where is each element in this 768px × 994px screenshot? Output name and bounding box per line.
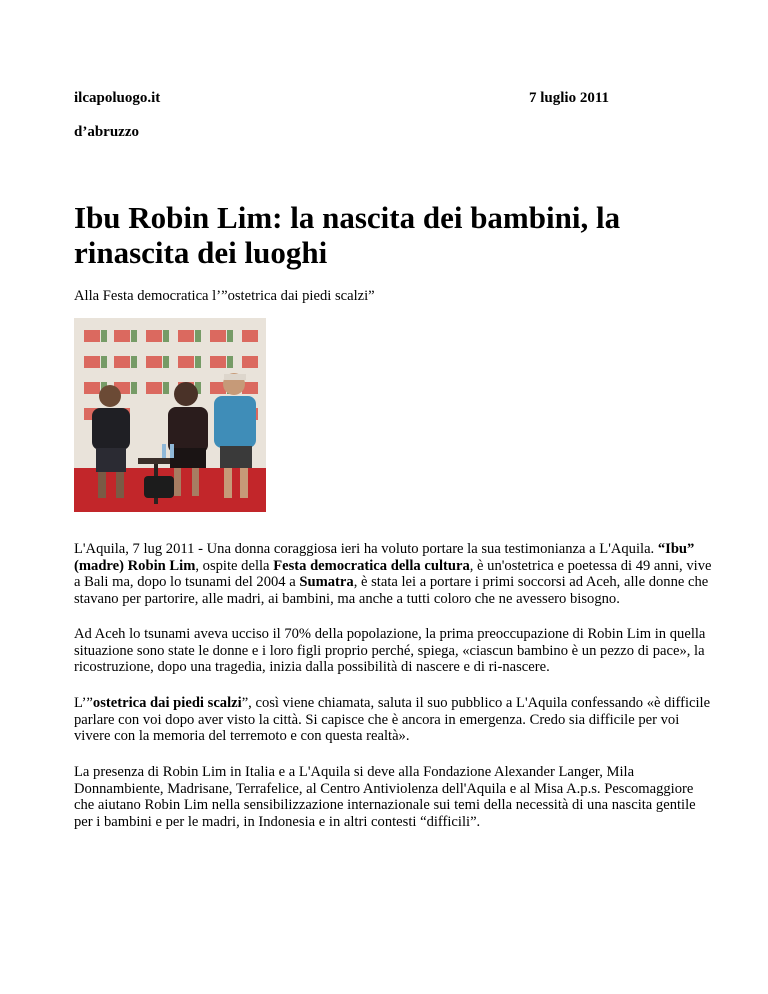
p3-ostetrica-dai-piedi-scalzi: ostetrica dai piedi scalzi — [92, 695, 242, 711]
p3-text-c: ”, così viene chiamata, saluta il suo pubblico a L'Aquila confessando «è difficile parlare con voi dopo aver visto la città. Si capisce che è ancora in emergenza. Credo sia difficile per voi vivere con la memoria del terremoto e con questa realtà». — [74, 695, 711, 745]
article-title: Ibu Robin Lim: la nascita dei bambini, la rinascita dei luoghi — [74, 200, 621, 270]
article-subtitle: Alla Festa democratica l’”ostetrica dai piedi scalzi” — [74, 288, 375, 304]
p1-festa-democratica: Festa democratica della cultura — [273, 557, 470, 574]
publication-date: 7 luglio 2011 — [529, 90, 610, 106]
paragraph-4: La presenza di Robin Lim in Italia e a L'Aquila si deve alla Fondazione Alexander Langer, Mila Donnambiente, Madrisane, Terrafelice, al Centro Antiviolenza dell'Aquila e al Misa A.p.s. Pescomaggiore che aiutano Robin Lim nella sensibilizzazione internazionale sui temi della necessità di una nascita gentile per i bambini e per le madri, in Indonesia e in altri contesti “difficili”. — [74, 764, 696, 830]
p3-text-a: L’” — [74, 695, 93, 711]
paragraph-2: Ad Aceh lo tsunami aveva ucciso il 70% della popolazione, la prima preoccupazione di Robin Lim in quella situazione sono state le donne e i loro figli proprio perché, spiega, «ciascun bambino è un pezzo di pace», la ricostruzione, dopo una tragedia, inizia dalla possibilità di nascere e di ri-nascere. — [74, 626, 706, 676]
p1-text-e: , è un'ostetrica e poetessa di 49 anni, vive a Bali ma, dopo lo tsunami del 2004 a — [74, 557, 712, 591]
paragraph-1 — [74, 541, 714, 607]
p1-ibu-robin-lim: “Ibu” (madre) Robin Lim — [74, 541, 695, 574]
paragraph-3 — [74, 695, 714, 745]
p1-text-a: L'Aquila, 7 lug 2011 - Una donna coraggiosa ieri ha voluto portare la sua testimonianza a L'Aquila. — [74, 541, 658, 557]
source-name: ilcapoluogo.it — [74, 90, 161, 106]
photo-of-panel-speakers — [74, 318, 266, 512]
section-name: d’abruzzo — [74, 124, 139, 140]
p1-text-g: , è stata lei a portare i primi soccorsi ad Aceh, alle donne che stavano per partorire, alle madri, ai bambini, ma anche a tutti coloro che ne avessero bisogno. — [74, 574, 709, 607]
p1-sumatra: Sumatra — [299, 574, 354, 591]
p1-text-c: , ospite della — [195, 557, 274, 574]
